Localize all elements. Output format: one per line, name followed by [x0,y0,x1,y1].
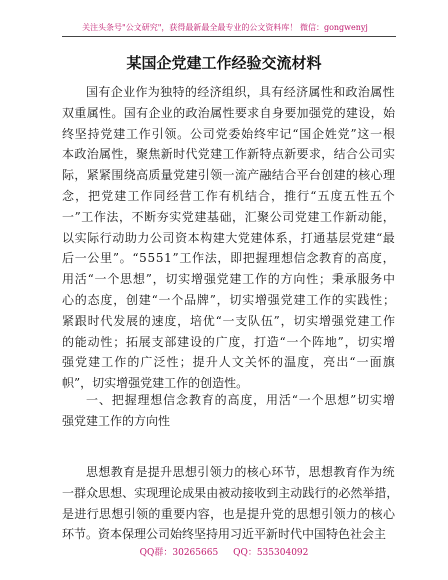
text-line: 紧 跟 时 代 发 展 的 速 度 ， 培 优 “ 一 支 队 伍 ” ， 切 实 增 强 党 建 工 作 [62,313,395,328]
text-line: 帜”，切实增强党建工作的创造性。 [62,376,249,391]
paragraph-section-heading [62,390,395,432]
text-line: 后 一 公 里 ” 。 “ 5 5 5 1 ” 工 作 法 ， 即 把 握 理 想 信 念 教 育 的 高 度 ， [62,251,395,266]
footer-qq: QQ：535304092 [233,548,309,558]
text-line: 用 活 “ 一 个 思 想 ” ， 切 实 增 强 党 建 工 作 的 方 向 性 ； 秉 承 服 务 中 [62,272,395,287]
text-line: 环节。资本保理公司始终坚持用习近平新时代中国特色社会主 [62,527,387,542]
text-line: 强党建工作的方向性 [62,413,171,428]
paragraph-section-body [62,462,399,545]
text-line: 一 ” 工 作 法 ， 不 断 夯 实 党 建 基 础 ， 汇 聚 公 司 党 建 工 作 新 动 能 ， [62,209,395,224]
text-line: 是 进 行 思 想 引 领 的 重 要 内 容 ， 也 是 提 升 党 的 思 想 引 领 力 的 核 心 [62,506,395,521]
text-line: 本 政 治 属 性 ， 聚 焦 新 时 代 党 建 工 作 新 特 点 新 要 求 ， 结 合 公 司 实 [62,147,395,162]
document-title: 某国企党建工作经验交流材料 [126,54,322,72]
text-line: 终 坚 持 党 建 工 作 引 领 。 公 司 党 委 始 终 牢 记 “ 国 企 姓 党 ” 这 一 根 [62,126,395,141]
text-line: 思 想 教 育 是 提 升 思 想 引 领 力 的 核 心 环 节 ， 思 想 教 育 作 为 统 [86,465,395,479]
text-line: 以 实 际 行 动 助 力 公 司 资 本 构 建 大 党 建 体 系 ， 打 通 基 层 党 建 “ 最 [62,230,395,245]
footer-qq-group: QQ群：30265665 [139,548,219,558]
text-line: 双 重 属 性 。 国 有 企 业 的 政 治 属 性 要 求 自 身 要 加 强 党 的 建 设 ， 始 [62,105,395,120]
text-line: 念 ， 把 党 建 工 作 同 经 营 工 作 有 机 结 合 ， 推 行 “ 五 度 五 性 五 个 [62,188,395,203]
footer [0,545,448,558]
text-line: 国 有 企 业 作 为 独 特 的 经 济 组 织 ， 具 有 经 济 属 性 和 政 治 属 性 [86,85,395,99]
header-divider [62,36,396,37]
text-line: 际 ， 紧 紧 围 绕 高 质 量 党 建 引 领 一 流 产 融 结 合 平 台 创 建 的 核 心 理 [62,168,395,183]
text-line: 一 、 把 握 理 想 信 念 教 育 的 高 度 ， 用 活 “ 一 个 思 想 ” 切 实 增 [86,393,395,407]
text-line: 强 党 建 工 作 的 广 泛 性 ； 提 升 人 文 关 怀 的 温 度 ， 亮 出 “ 一 面 旗 [62,355,395,370]
text-line: 的 能 动 性 ； 拓 展 支 部 建 设 的 广 度 ， 打 造 “ 一 个 阵 地 ” ， 切 实 增 [62,334,395,349]
paragraph-intro [62,82,395,394]
text-line: 一 群 众 思 想 、 实 现 理 论 成 果 由 被 动 接 收 到 主 动 践 行 的 必 然 举 措 ， [62,485,399,500]
header-banner: 关注头条号"公文研究"，获得最新最全最专业的公文资料库！ 微信：gongwenyj [82,23,368,32]
text-line: 心 的 态 度 ， 创 建 “ 一 个 品 牌 ” ， 切 实 增 强 党 建 工 作 的 实 践 性 ； [62,292,395,307]
